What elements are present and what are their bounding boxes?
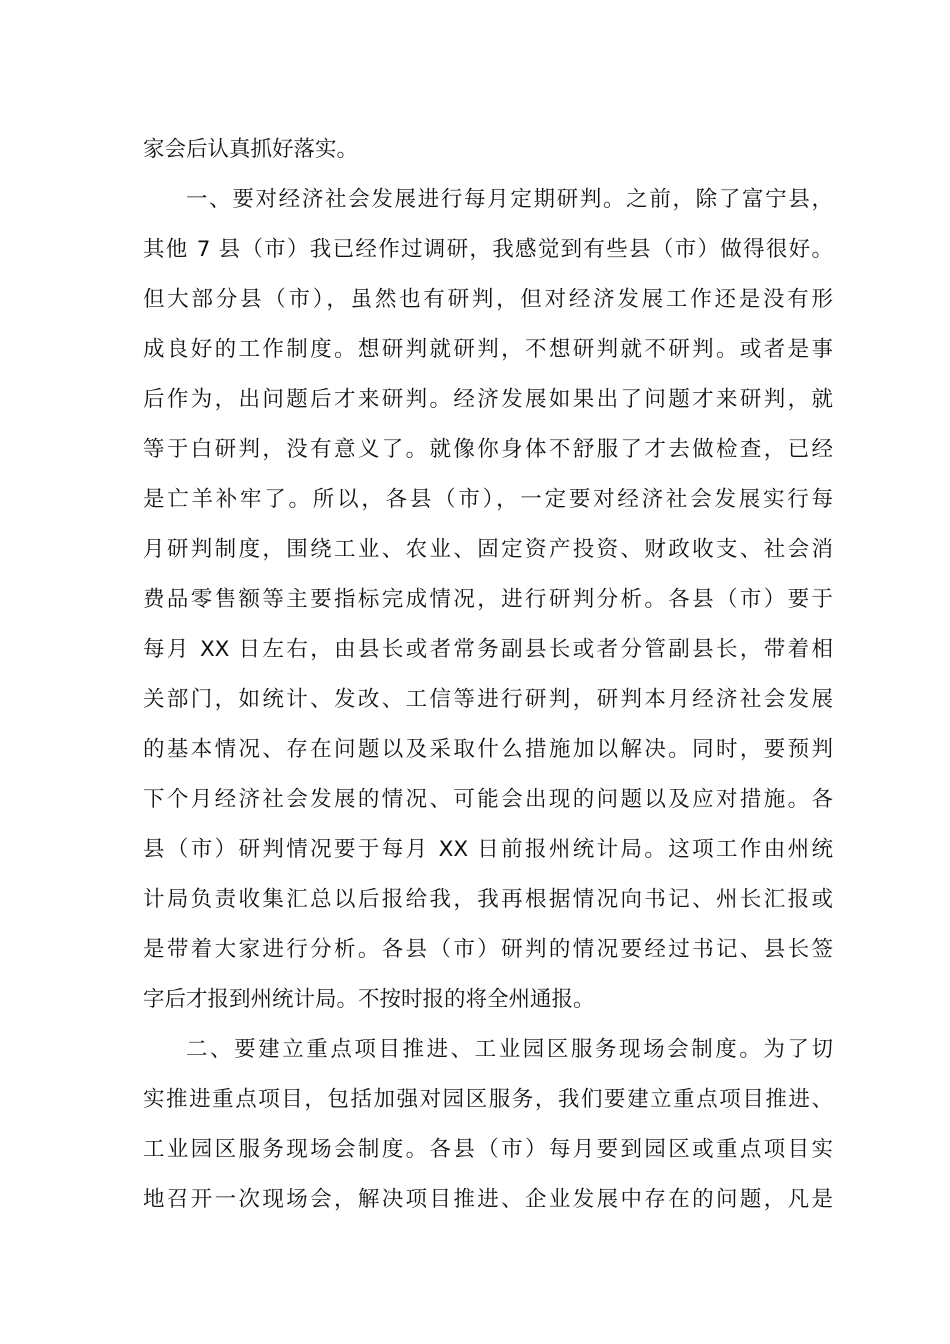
text-line: 等于白研判，没有意义了。就像你身体不舒服了才去做检查，已经 bbox=[143, 437, 833, 462]
text-line: 月研判制度，围绕工业、农业、固定资产投资、财政收支、社会消 bbox=[143, 537, 833, 562]
text-line: 是带着大家进行分析。各县（市）研判的情况要经过书记、县长签 bbox=[143, 937, 833, 962]
text-line: 后作为，出问题后才来研判。经济发展如果出了问题才来研判，就 bbox=[143, 387, 833, 412]
text-line: 实推进重点项目，包括加强对园区服务，我们要建立重点项目推进、 bbox=[143, 1087, 833, 1112]
text-line: 是亡羊补牢了。所以，各县（市），一定要对经济社会发展实行每 bbox=[143, 487, 833, 512]
paragraph-first-line: 二、要建立重点项目推进、工业园区服务现场会制度。为了切 bbox=[186, 1037, 833, 1062]
paragraph-last-line: 字后才报到州统计局。不按时报的将全州通报。 bbox=[143, 987, 595, 1012]
text-line: 每月 XX 日左右，由县长或者常务副县长或者分管副县长，带着相 bbox=[143, 637, 833, 662]
text-line: 其他 7 县（市）我已经作过调研，我感觉到有些县（市）做得很好。 bbox=[143, 237, 833, 262]
text-line: 地召开一次现场会，解决项目推进、企业发展中存在的问题，凡是 bbox=[143, 1187, 833, 1212]
body-text bbox=[143, 125, 833, 1225]
text-line: 工业园区服务现场会制度。各县（市）每月要到园区或重点项目实 bbox=[143, 1137, 833, 1162]
text-line: 的基本情况、存在问题以及采取什么措施加以解决。同时，要预判 bbox=[143, 737, 833, 762]
text-line: 关部门，如统计、发改、工信等进行研判，研判本月经济社会发展 bbox=[143, 687, 833, 712]
text-line: 家会后认真抓好落实。 bbox=[143, 137, 359, 162]
text-line: 成良好的工作制度。想研判就研判，不想研判就不研判。或者是事 bbox=[143, 337, 833, 362]
text-line: 但大部分县（市），虽然也有研判，但对经济发展工作还是没有形 bbox=[143, 287, 833, 312]
paragraph-first-line: 一、要对经济社会发展进行每月定期研判。之前，除了富宁县， bbox=[186, 187, 833, 212]
text-line: 下个月经济社会发展的情况、可能会出现的问题以及应对措施。各 bbox=[143, 787, 833, 812]
text-line: 费品零售额等主要指标完成情况，进行研判分析。各县（市）要于 bbox=[143, 587, 833, 612]
text-line: 县（市）研判情况要于每月 XX 日前报州统计局。这项工作由州统 bbox=[143, 837, 833, 862]
text-line: 计局负责收集汇总以后报给我，我再根据情况向书记、州长汇报或 bbox=[143, 887, 833, 912]
